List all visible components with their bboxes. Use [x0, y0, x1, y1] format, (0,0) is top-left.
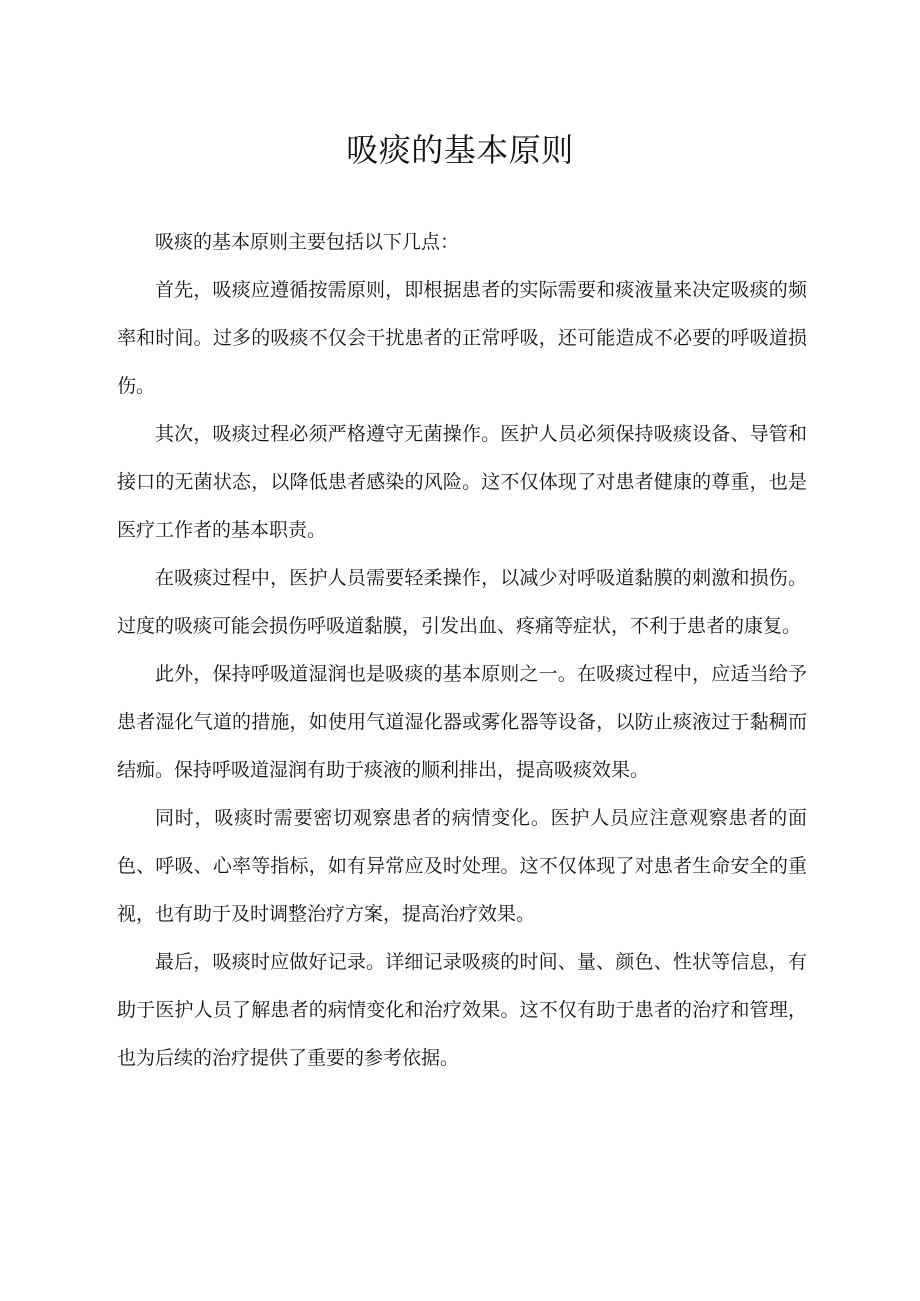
paragraph-last: 最后，吸痰时应做好记录。详细记录吸痰的时间、量、颜色、性状等信息，有助于医护人员了解患者的病情变化和治疗效果。这不仅有助于患者的治疗和管理，也为后续的治疗提供了重要的参考依据。 [117, 951, 807, 1069]
paragraph-second: 其次，吸痰过程必须严格遵守无菌操作。医护人员必须保持吸痰设备、导管和接口的无菌状态，以降低患者感染的风险。这不仅体现了对患者健康的尊重，也是医疗工作者的基本职责。 [117, 423, 807, 541]
paragraph-intro: 吸痰的基本原则主要包括以下几点： [155, 231, 460, 253]
paragraph-fifth: 同时，吸痰时需要密切观察患者的病情变化。医护人员应注意观察患者的面色、呼吸、心率等指标，如有异常应及时处理。这不仅体现了对患者生命安全的重视，也有助于及时调整治疗方案，提高治疗效果。 [117, 807, 807, 925]
document-title: 吸痰的基本原则 [346, 131, 574, 169]
paragraph-fourth: 此外，保持呼吸道湿润也是吸痰的基本原则之一。在吸痰过程中，应适当给予患者湿化气道的措施，如使用气道湿化器或雾化器等设备，以防止痰液过于黏稠而结痂。保持呼吸道湿润有助于痰液的顺利排出，提高吸痰效果。 [117, 663, 807, 781]
paragraph-first: 首先，吸痰应遵循按需原则，即根据患者的实际需要和痰液量来决定吸痰的频率和时间。过多的吸痰不仅会干扰患者的正常呼吸，还可能造成不必要的呼吸道损伤。 [117, 279, 807, 397]
paragraph-third: 在吸痰过程中，医护人员需要轻柔操作，以减少对呼吸道黏膜的刺激和损伤。过度的吸痰可能会损伤呼吸道黏膜，引发出血、疼痛等症状，不利于患者的康复。 [117, 567, 807, 637]
document-body [117, 218, 807, 1082]
